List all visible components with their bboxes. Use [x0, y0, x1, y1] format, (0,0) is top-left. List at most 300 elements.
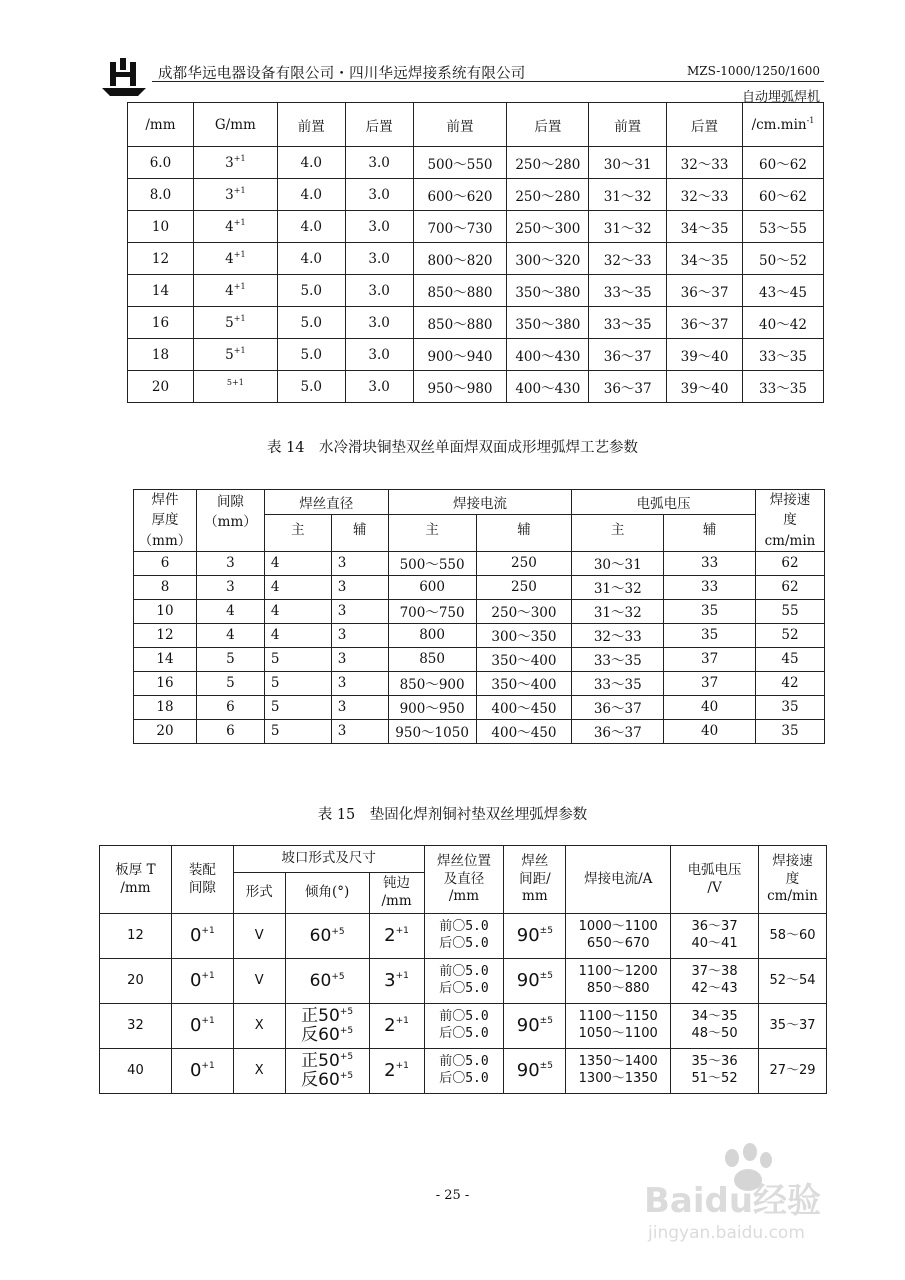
spacing-tolerance: ±5: [539, 1061, 553, 1072]
header-line: /mm: [448, 888, 480, 905]
gap-cell: [193, 211, 277, 243]
table-row: [100, 1049, 827, 1094]
current-front: 1100～1150: [578, 1009, 658, 1025]
wire-position-cell: [424, 959, 504, 1004]
table-cell: 39～40: [667, 371, 743, 403]
table-cell: 250: [476, 575, 572, 599]
header-cell: G/mm: [193, 103, 277, 147]
angle-tolerance: +5: [339, 1071, 354, 1081]
gap-value: 4: [225, 283, 234, 299]
table-cell: 5: [196, 671, 264, 695]
header-cell: 前置: [413, 103, 507, 147]
table-row: [134, 695, 825, 719]
table-cell: 4: [264, 551, 331, 575]
table-cell: 5: [264, 695, 331, 719]
header-line: 度: [785, 870, 800, 887]
table-cell: 33～35: [589, 307, 667, 339]
header-cell: 后置: [507, 103, 589, 147]
header-line: 电弧电压: [687, 861, 742, 878]
baidu-watermark: [642, 1140, 882, 1250]
table-cell: 60～62: [742, 147, 823, 179]
watermark-url-text: jingyan.baidu.com: [648, 1223, 805, 1243]
table-14-caption: 表 14 水冷滑块铜垫双丝单面焊双面成形埋弧焊工艺参数: [266, 440, 639, 456]
land-cell: [369, 914, 424, 959]
gap-tolerance: +1: [233, 250, 246, 259]
table-cell: 18: [128, 339, 194, 371]
wire-position-cell: [424, 914, 504, 959]
table-cell: 3: [331, 599, 388, 623]
fit-gap-tolerance: +1: [201, 926, 215, 937]
angle-tolerance: +5: [339, 1026, 354, 1036]
current-front: 1350～1400: [578, 1054, 658, 1070]
table-cell: 4: [196, 599, 264, 623]
gap-value: 3: [225, 187, 234, 203]
header-gap: [196, 490, 264, 552]
table-cell: 600～620: [413, 179, 507, 211]
wire-position-cell: [424, 1049, 504, 1094]
table-cell: 36～37: [589, 371, 667, 403]
header-line: 间距/: [519, 870, 551, 887]
table-cell: X: [233, 1049, 285, 1094]
params-table-13: [127, 102, 824, 403]
table-cell: 32～33: [572, 623, 664, 647]
gap-tolerance: +1: [233, 218, 246, 227]
table-cell: 3.0: [345, 179, 413, 211]
voltage-front: 36～37: [691, 919, 738, 935]
table-15-caption: 表 15 垫固化焊剂铜衬垫双丝埋弧焊参数: [317, 807, 588, 823]
gap-cell: [193, 307, 277, 339]
table-cell: 5: [264, 671, 331, 695]
table-cell: 8: [134, 575, 197, 599]
fit-gap-cell: [171, 914, 233, 959]
table-cell: 850～880: [413, 307, 507, 339]
table-cell: 20: [134, 719, 197, 743]
current-cell: [566, 1049, 671, 1094]
angle-tolerance: +5: [331, 971, 345, 982]
gap-cell: [193, 371, 277, 403]
angle-cell: [285, 959, 369, 1004]
table-cell: 250～280: [507, 147, 589, 179]
table-cell: 31～32: [589, 211, 667, 243]
table-cell: 30～31: [572, 551, 664, 575]
header-wire-position: [424, 846, 504, 914]
header-line: 装配: [188, 861, 216, 878]
land-tolerance: +1: [395, 926, 409, 937]
table-cell: 6: [196, 719, 264, 743]
land-cell: [369, 959, 424, 1004]
header-line: mm: [522, 888, 548, 905]
table-cell: 45: [755, 647, 824, 671]
header-line: 厚度: [151, 512, 179, 529]
header-cell: 前置: [277, 103, 345, 147]
header-cell: 前置: [589, 103, 667, 147]
voltage-front: 34～35: [691, 1009, 738, 1025]
gap-value: 5: [225, 315, 234, 331]
table-row: [128, 339, 824, 371]
table-cell: 3: [196, 551, 264, 575]
table-cell: 31～32: [572, 599, 664, 623]
spacing-value: 90: [516, 1060, 540, 1082]
table-cell: 5.0: [277, 275, 345, 307]
table-cell: 34～35: [667, 243, 743, 275]
angle-tolerance: +5: [339, 1052, 354, 1063]
table-cell: 400～450: [476, 719, 572, 743]
table-row: [134, 623, 825, 647]
table-cell: 33: [664, 551, 756, 575]
gap-value: 4: [225, 219, 234, 235]
table-cell: 350～380: [507, 275, 589, 307]
table-cell: 36～37: [667, 307, 743, 339]
header-thickness: [100, 846, 172, 914]
current-cell: [566, 914, 671, 959]
table-cell: 39～40: [667, 339, 743, 371]
company-name: 成都华远电器设备有限公司・四川华远焊接系统有限公司: [158, 66, 526, 82]
table-cell: 400～430: [507, 339, 589, 371]
table-cell: 850～900: [388, 671, 476, 695]
angle-tolerance: +5: [339, 1007, 354, 1018]
gap-cell: [193, 243, 277, 275]
fit-gap-tolerance: +1: [201, 1061, 215, 1072]
header-cell: /mm: [128, 103, 194, 147]
table-cell: V: [233, 959, 285, 1004]
header-line: 焊丝位置: [436, 853, 491, 870]
table-row: [128, 179, 824, 211]
table-cell: 3: [196, 575, 264, 599]
table-cell: 500～550: [388, 551, 476, 575]
fit-gap-tolerance: +1: [201, 1016, 215, 1027]
table-cell: 5.0: [277, 307, 345, 339]
land-cell: [369, 1004, 424, 1049]
angle-tolerance: +5: [331, 926, 345, 937]
angle-cell: [285, 1049, 369, 1094]
table-row: [100, 914, 827, 959]
gap-cell: [193, 339, 277, 371]
table-cell: 3.0: [345, 307, 413, 339]
fit-gap-tolerance: +1: [201, 971, 215, 982]
gap-cell: [193, 147, 277, 179]
table-cell: 32～33: [667, 147, 743, 179]
voltage-cell: [671, 914, 759, 959]
table-row: [128, 275, 824, 307]
table-cell: 4: [196, 623, 264, 647]
table-cell: 700～750: [388, 599, 476, 623]
table-cell: 20: [100, 959, 172, 1004]
table-cell: 36～37: [667, 275, 743, 307]
table-cell: 6: [196, 695, 264, 719]
header-line: 及直径: [443, 870, 485, 887]
header-line: （mm）: [138, 532, 192, 549]
table-cell: 250～300: [507, 211, 589, 243]
header-thickness: [134, 490, 197, 552]
fit-gap-value: 0: [189, 970, 202, 992]
table-cell: 36～37: [572, 695, 664, 719]
gap-cell: [193, 179, 277, 211]
table-cell: 50～52: [742, 243, 823, 275]
wire-front: 前〇5.0: [439, 1009, 489, 1025]
table-cell: 16: [128, 307, 194, 339]
table-cell: 12: [134, 623, 197, 647]
voltage-rear: 48～50: [691, 1026, 738, 1041]
voltage-cell: [671, 959, 759, 1004]
table-cell: 5: [264, 719, 331, 743]
table-cell: 33～35: [742, 371, 823, 403]
wire-spacing-cell: [504, 1004, 566, 1049]
table-cell: 3.0: [345, 275, 413, 307]
fit-gap-cell: [171, 1049, 233, 1094]
current-rear: 1300～1350: [578, 1071, 658, 1086]
sub-aux: 辅: [476, 515, 572, 552]
gap-tolerance: 5+1: [226, 378, 244, 387]
land-tolerance: +1: [395, 1016, 409, 1027]
table-cell: 62: [755, 575, 824, 599]
angle-value: 50: [318, 1006, 340, 1027]
table-cell: 4: [264, 599, 331, 623]
table-cell: V: [233, 914, 285, 959]
table-cell: 20: [128, 371, 194, 403]
table-cell: 12: [128, 243, 194, 275]
current-rear: 850～880: [586, 981, 650, 996]
table-cell: 18: [134, 695, 197, 719]
table-cell: 950～1050: [388, 719, 476, 743]
angle-side: 正: [301, 1006, 319, 1027]
table-cell: 300～350: [476, 623, 572, 647]
angle-value: 60: [309, 925, 332, 946]
header-line: 板厚 T: [115, 861, 156, 878]
land-tolerance: +1: [395, 1061, 409, 1072]
wire-position-cell: [424, 1004, 504, 1049]
land-tolerance: +1: [395, 971, 409, 982]
table-cell: 33～35: [572, 671, 664, 695]
table-cell: 3: [331, 695, 388, 719]
angle-side: 反: [301, 1025, 319, 1045]
table-cell: X: [233, 1004, 285, 1049]
header-line: /V: [707, 879, 722, 896]
wire-rear: 后〇5.0: [439, 1026, 489, 1041]
table-cell: 14: [134, 647, 197, 671]
wire-spacing-cell: [504, 959, 566, 1004]
header-cell: 后置: [345, 103, 413, 147]
table-cell: 4: [264, 623, 331, 647]
header-subtitle: 自动埋弧焊机: [741, 90, 820, 105]
fit-gap-value: 0: [189, 1015, 202, 1037]
table-cell: 32～33: [667, 179, 743, 211]
header-line: /mm: [120, 879, 151, 896]
spacing-tolerance: ±5: [539, 1016, 553, 1027]
wire-rear: 后〇5.0: [439, 981, 489, 996]
table-cell: 700～730: [413, 211, 507, 243]
angle-line: [286, 1071, 369, 1090]
table-cell: 14: [128, 275, 194, 307]
current-cell: [566, 959, 671, 1004]
wire-front: 前〇5.0: [439, 919, 489, 935]
gap-tolerance: +1: [233, 154, 246, 163]
angle-side: 反: [301, 1070, 319, 1090]
current-rear: 650～670: [586, 936, 650, 951]
sub-main: 主: [388, 515, 476, 552]
table-row: [134, 599, 825, 623]
table-cell: 3: [331, 647, 388, 671]
watermark-brand-text: Baidu经验: [644, 1181, 822, 1221]
table-cell: 3: [331, 623, 388, 647]
table-cell: 800～820: [413, 243, 507, 275]
header-divider: [152, 81, 824, 82]
wire-front: 前〇5.0: [439, 1054, 489, 1070]
angle-value: 60: [318, 1070, 340, 1090]
wire-rear: 后〇5.0: [439, 936, 489, 951]
voltage-rear: 51～52: [691, 1071, 738, 1086]
table-cell: 34～35: [667, 211, 743, 243]
gap-tolerance: +1: [233, 282, 246, 291]
table-cell: 800: [388, 623, 476, 647]
table-cell: 400～450: [476, 695, 572, 719]
angle-value: 60: [309, 970, 332, 991]
table-cell: 900～940: [413, 339, 507, 371]
table-cell: 53～55: [742, 211, 823, 243]
current-rear: 1050～1100: [578, 1026, 658, 1041]
table-cell: 37: [664, 671, 756, 695]
table-cell: 500～550: [413, 147, 507, 179]
current-front: 1000～1100: [578, 919, 658, 935]
speed-unit-sup: -1: [806, 116, 815, 125]
header-cell: [742, 103, 823, 147]
table-cell: 4.0: [277, 179, 345, 211]
voltage-cell: [671, 1004, 759, 1049]
gap-tolerance: +1: [233, 346, 246, 355]
fit-gap-value: 0: [189, 925, 202, 947]
table-cell: 32～33: [589, 243, 667, 275]
table-cell: 36～37: [589, 339, 667, 371]
table-cell: 8.0: [128, 179, 194, 211]
table-cell: 3.0: [345, 243, 413, 275]
header-speed: [758, 846, 826, 914]
table-row: [134, 719, 825, 743]
fit-gap-cell: [171, 1004, 233, 1049]
table-cell: 58～60: [758, 914, 826, 959]
table-cell: 3.0: [345, 147, 413, 179]
header-line: 焊件: [151, 492, 179, 508]
voltage-cell: [671, 1049, 759, 1094]
table-cell: 40: [100, 1049, 172, 1094]
header-line: cm/min: [767, 888, 818, 905]
header-fit-gap: [171, 846, 233, 914]
header-line: 焊接速: [769, 492, 811, 508]
table-header-row: [128, 103, 824, 147]
header-groove: 坡口形式及尺寸: [233, 846, 424, 873]
table-cell: 33: [664, 575, 756, 599]
table-header-row: [100, 846, 827, 873]
table-cell: 5: [264, 647, 331, 671]
table-cell: 900～950: [388, 695, 476, 719]
table-cell: 350～400: [476, 647, 572, 671]
land-value: 2: [384, 925, 396, 947]
table-cell: 250～280: [507, 179, 589, 211]
table-cell: 3: [331, 719, 388, 743]
table-cell: 600: [388, 575, 476, 599]
wire-rear: 后〇5.0: [439, 1071, 489, 1086]
table-cell: 3.0: [345, 211, 413, 243]
header-current: 焊接电流/A: [566, 846, 671, 914]
table-cell: 42: [755, 671, 824, 695]
voltage-rear: 42～43: [691, 981, 738, 996]
table-cell: 40: [664, 719, 756, 743]
page-header: [100, 56, 824, 105]
table-cell: 300～320: [507, 243, 589, 275]
current-front: 1100～1200: [578, 964, 658, 980]
table-cell: 4.0: [277, 211, 345, 243]
table-row: [128, 211, 824, 243]
table-cell: 37: [664, 647, 756, 671]
header-angle: 倾角(°): [285, 873, 369, 914]
angle-line: [286, 1052, 369, 1071]
table-row: [100, 1004, 827, 1049]
header-line: 间隙: [188, 879, 216, 896]
table-cell: 16: [134, 671, 197, 695]
table-row: [128, 243, 824, 275]
header-line: 焊丝: [521, 853, 549, 870]
header-current: 焊接电流: [388, 490, 572, 515]
angle-value: 50: [318, 1051, 340, 1072]
header-line: 钝边: [383, 875, 411, 892]
header-line: （mm）: [204, 514, 257, 531]
table-cell: 250～300: [476, 599, 572, 623]
table-row: [100, 959, 827, 1004]
sub-aux: 辅: [331, 515, 388, 552]
angle-line: [286, 927, 369, 946]
table-cell: 3: [331, 575, 388, 599]
table-cell: 33～35: [589, 275, 667, 307]
header-wire: 焊丝直径: [264, 490, 388, 515]
angle-value: 60: [318, 1025, 340, 1045]
voltage-rear: 40～41: [691, 936, 738, 951]
table-cell: 10: [134, 599, 197, 623]
current-cell: [566, 1004, 671, 1049]
table-row: [134, 671, 825, 695]
table-cell: 3: [331, 671, 388, 695]
table-row: [128, 147, 824, 179]
table-cell: 35: [755, 695, 824, 719]
table-cell: 33～35: [742, 339, 823, 371]
angle-line: [286, 972, 369, 991]
page-number: - 25 -: [435, 1188, 470, 1203]
header-land: [369, 873, 424, 914]
land-value: 3: [384, 970, 396, 992]
spacing-value: 90: [516, 970, 540, 992]
table-cell: 850～880: [413, 275, 507, 307]
angle-line: [286, 1026, 369, 1045]
wire-front: 前〇5.0: [439, 964, 489, 980]
land-value: 2: [384, 1015, 396, 1037]
table-cell: 10: [128, 211, 194, 243]
gap-tolerance: +1: [233, 314, 246, 323]
table-cell: 5.0: [277, 339, 345, 371]
header-form: 形式: [233, 873, 285, 914]
land-cell: [369, 1049, 424, 1094]
table-cell: 36～37: [572, 719, 664, 743]
table-cell: 950～980: [413, 371, 507, 403]
table-cell: 4.0: [277, 147, 345, 179]
table-cell: 55: [755, 599, 824, 623]
table-cell: 35～37: [758, 1004, 826, 1049]
table-cell: 850: [388, 647, 476, 671]
sub-aux: 辅: [664, 515, 756, 552]
table-cell: 52: [755, 623, 824, 647]
table-cell: 400～430: [507, 371, 589, 403]
table-cell: 35: [755, 719, 824, 743]
header-cell: 后置: [667, 103, 743, 147]
wire-spacing-cell: [504, 1049, 566, 1094]
table-row: [134, 575, 825, 599]
gap-tolerance: +1: [233, 186, 246, 195]
